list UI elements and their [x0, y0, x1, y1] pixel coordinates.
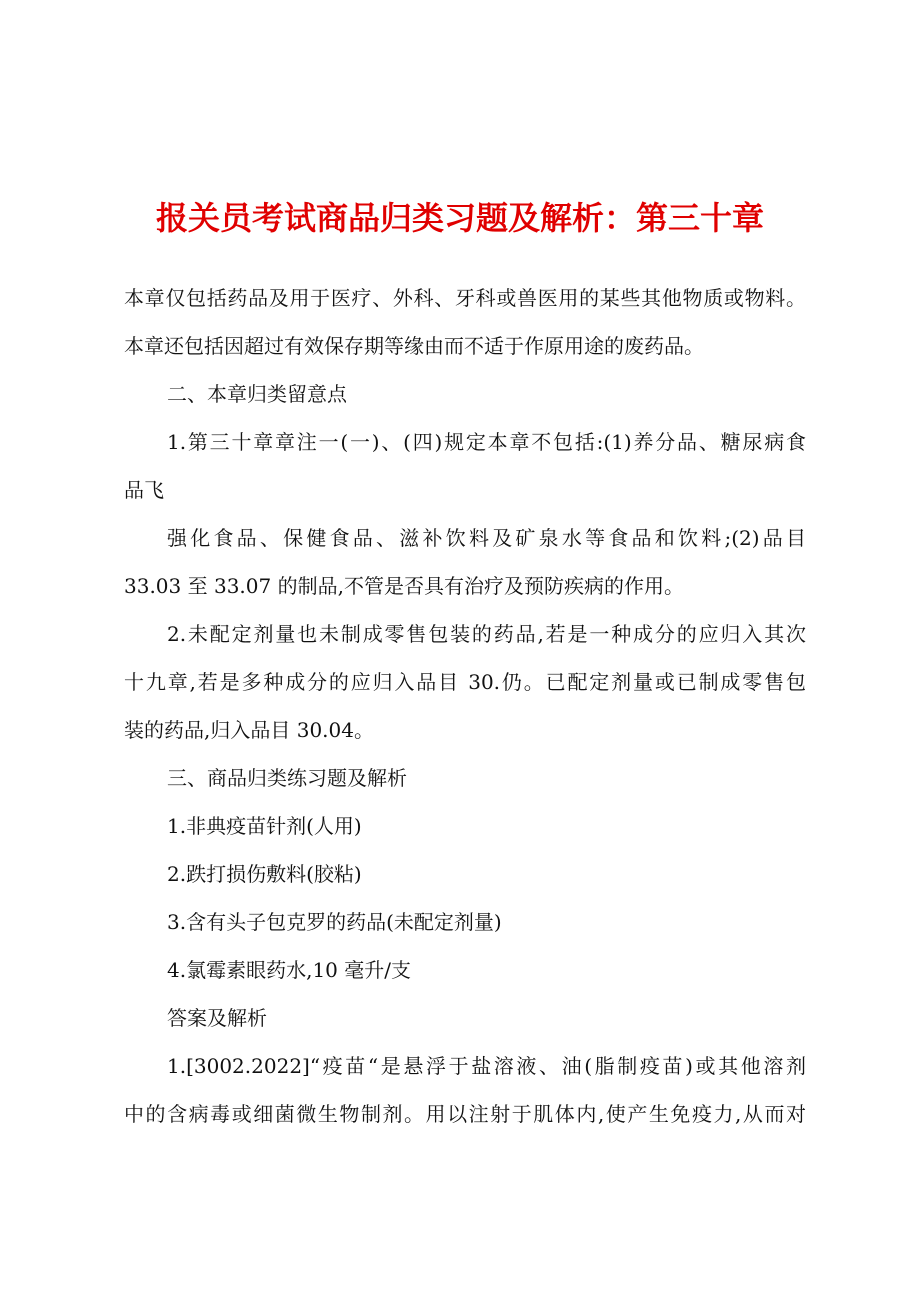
list-item: 2.跌打损伤敷料(胶粘) — [167, 862, 362, 886]
list-item: 3.含有头子包克罗的药品(未配定剂量) — [167, 910, 502, 934]
paragraph-line: 2.未配定剂量也未制成零售包装的药品,若是一种成分的应归入其次 — [167, 622, 806, 646]
paragraph-line: 十九章,若是多种成分的应归入品目 30.仍。已配定剂量或已制成零售包 — [124, 670, 806, 694]
section-heading: 二、本章归类留意点 — [167, 382, 347, 406]
section-heading: 答案及解析 — [167, 1006, 267, 1030]
paragraph-line: 装的药品,归入品目 30.04。 — [124, 718, 374, 742]
paragraph-line: 中的含病毒或细菌微生物制剂。用以注射于肌体内,使产生免疫力,从而对 — [124, 1102, 806, 1126]
document-title: 报关员考试商品归类习题及解析：第三十章 — [155, 199, 764, 237]
paragraph-line: 本章仅包括药品及用于医疗、外科、牙科或兽医用的某些其他物质或物料。 — [124, 286, 806, 310]
paragraph-line: 本章还包括因超过有效保存期等缘由而不适于作原用途的废药品。 — [124, 334, 704, 358]
list-item: 1.非典疫苗针剂(人用) — [167, 814, 362, 838]
paragraph-line: 品飞 — [124, 478, 164, 502]
paragraph-line: 1.第三十章章注一(一)、(四)规定本章不包括:(1)养分品、糖尿病食 — [167, 430, 806, 454]
paragraph-line: 1.[3002.2022]“疫苗“是悬浮于盐溶液、油(脂制疫苗)或其他溶剂 — [167, 1054, 806, 1078]
paragraph-line: 强化食品、保健食品、滋补饮料及矿泉水等食品和饮料;(2)品目 — [167, 526, 806, 550]
list-item: 4.氯霉素眼药水,10 毫升/支 — [167, 958, 411, 982]
section-heading: 三、商品归类练习题及解析 — [167, 766, 407, 790]
paragraph-line: 33.03 至 33.07 的制品,不管是否具有治疗及预防疾病的作用。 — [124, 574, 684, 598]
